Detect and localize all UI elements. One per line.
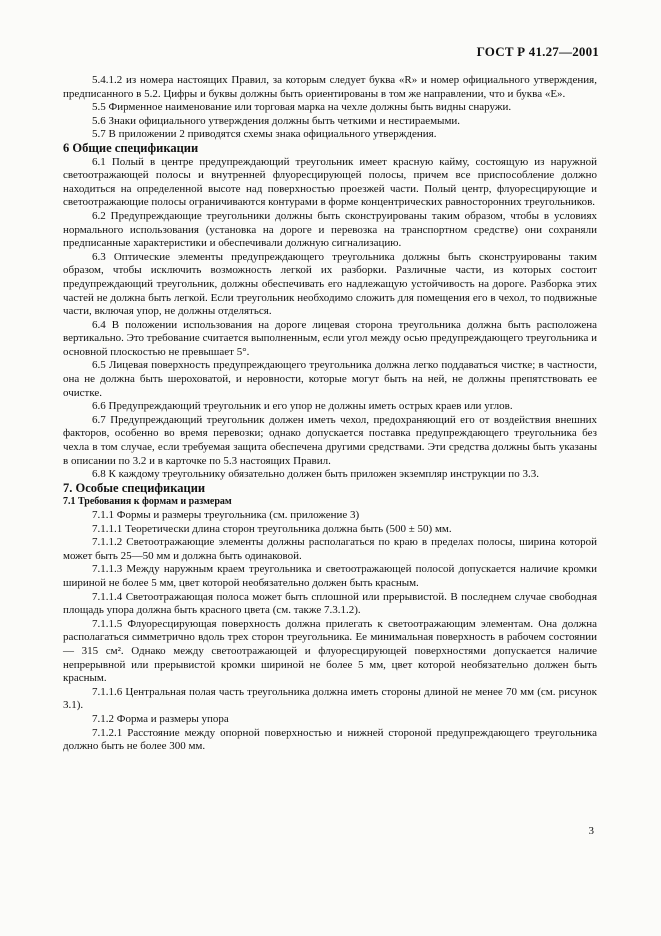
paragraph-6-3: 6.3 Оптические элементы предупреждающего треугольника должны быть сконструированы таким образом, чтобы исключить возможность легкой их разборки. Различные части, из которых состоит предупреждающий треугольник, должны обеспечивать его надлежащую устойчивость на дороге. Разборка этих частей не должна быть легкой. Если треугольник необходимо сложить для помещения его в чехол, то подвижные части, включая упор, не должны отделяться. xyxy=(63,250,597,318)
paragraph-7-1-1-2: 7.1.1.2 Светоотражающие элементы должны располагаться по краю в пределах полосы, ширина которой может быть 25—50 мм и должна быть одинаковой. xyxy=(63,536,597,562)
paragraph-5-6: 5.6 Знаки официального утверждения должны быть четкими и нестираемыми. xyxy=(92,114,461,127)
paragraph-7-1-1-5: 7.1.1.5 Флуоресцирующая поверхность должна прилегать к светоотражающим элементам. Она должна располагаться симметрично вдоль трех сторон треугольника. Ее минимальная поверхность в рабочем состоянии — 315 см². Однако между светоотражающей и флуоресцирующей поверхностями допускается наличие непрерывной или прерывистой кромки шириной не более 5 мм, цвет которой необязательно должен быть красным. xyxy=(63,617,597,685)
standard-header: ГОСТ Р 41.27—2001 xyxy=(476,44,599,59)
paragraph-5-5: 5.5 Фирменное наименование или торговая марка на чехле должны быть видны снаружи. xyxy=(92,101,512,114)
paragraph-6-2: 6.2 Предупреждающие треугольники должны быть сконструированы таким образом, чтобы в условиях нормального использования (установка на дороге и перевозка на транспортном средстве) они сохраняли предписанные характеристики и обеспечивали должную сигнализацию. xyxy=(63,209,597,250)
paragraph-6-6: 6.6 Предупреждающий треугольник и его упор не должны иметь острых краев или углов. xyxy=(92,400,513,413)
paragraph-6-5: 6.5 Лицевая поверхность предупреждающего треугольника должна легко поддаваться чистке; в частности, она не должна быть шероховатой, и неровности, которые могут быть на ней, не должны препятствовать ее очистке. xyxy=(63,359,597,399)
paragraph-5-7: 5.7 В приложении 2 приводятся схемы знака официального утверждения. xyxy=(92,128,437,141)
section-6-heading: 6 Общие спецификации xyxy=(63,140,199,155)
paragraph-7-1-1-4: 7.1.1.4 Светоотражающая полоса может быть сплошной или прерывистой. В последнем случае свободная площадь упора должна быть красного цвета (см. также 7.3.1.2). xyxy=(63,590,597,617)
paragraph-6-4: 6.4 В положении использования на дороге лицевая сторона треугольника должна быть расположена вертикально. Это требование считается выполненным, если угол между осью предупреждающего треугольника и основной плоскостью не превышает 5°. xyxy=(63,318,597,358)
paragraph-7-1-1-6: 7.1.1.6 Центральная полая часть треугольника должна иметь стороны длиной не менее 70 мм (см. рисунок 3.1). xyxy=(63,685,597,712)
paragraph-6-7: 6.7 Предупреждающий треугольник должен иметь чехол, предохраняющий его от воздействия внешних факторов, особенно во время перевозки; однако допускается поставка предупреждающего треугольника без чехла в том случае, если требуемая защита обеспечена другими средствами. Эти средства должны быть указаны в описании по 3.2 и в карточке по 5.3 настоящих Правил. xyxy=(63,413,597,467)
section-7-heading: 7. Особые спецификации xyxy=(63,480,206,495)
paragraph-7-1-1: 7.1.1 Формы и размеры треугольника (см. приложение 3) xyxy=(92,509,360,521)
paragraph-7-1-1-1: 7.1.1.1 Теоретически длина сторон треугольника должна быть (500 ± 50) мм. xyxy=(92,522,452,535)
paragraph-6-8: 6.8 К каждому треугольнику обязательно должен быть приложен экземпляр инструкции по 3.3. xyxy=(92,468,539,481)
subsection-7-1-heading: 7.1 Требования к формам и размерам xyxy=(63,496,232,508)
page-number: 3 xyxy=(588,825,594,837)
paragraph-7-1-2: 7.1.2 Форма и размеры упора xyxy=(92,712,229,725)
paragraph-7-1-2-1: 7.1.2.1 Расстояние между опорной поверхностью и нижней стороной предупреждающего треугольника должно быть не более 300 мм. xyxy=(63,726,597,753)
document-body xyxy=(63,74,597,754)
paragraph-6-1: 6.1 Полый в центре предупреждающий треугольник имеет красную кайму, состоящую из наружной светоотражающей полосы и внутренней флуоресцирующей полосы, причем все приспособление должно находиться на определенной высоте над поверхностью проезжей части. Полый центр, флуоресцирующие и светоотражающие полосы ограничиваются контурами в форме концентрических равносторонних треугольников. xyxy=(63,155,597,209)
paragraph-5-4-1-2: 5.4.1.2 из номера настоящих Правил, за которым следует буква «R» и номер официального утверждения, предписанного в 5.2. Цифры и буквы должны быть ориентированы в том же направлении, что и буква «Е». xyxy=(63,74,597,100)
paragraph-7-1-1-3: 7.1.1.3 Между наружным краем треугольника и светоотражающей полосой допускается наличие кромки шириной не более 5 мм, цвет которой необязательно должен быть красным. xyxy=(63,563,597,589)
